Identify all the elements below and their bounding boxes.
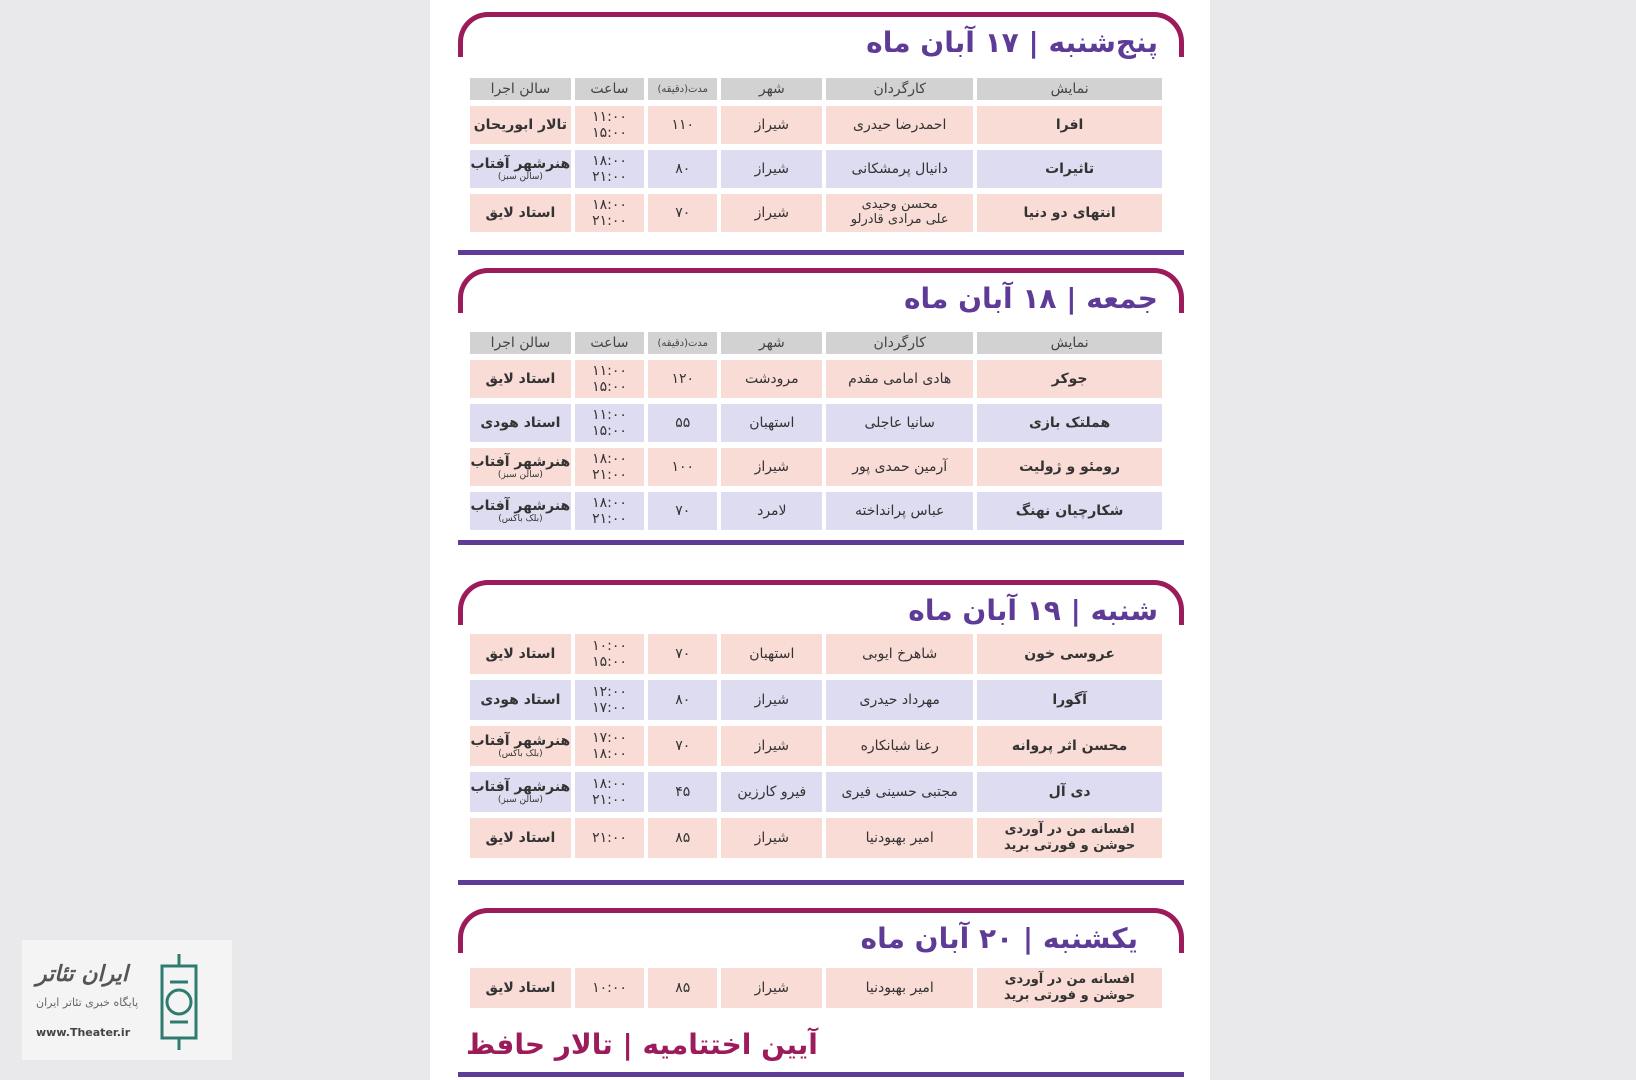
- table-row: [470, 726, 1162, 766]
- duration-cell: ۸۵: [648, 968, 717, 1008]
- director-cell: دانیال پرمشکانی: [826, 150, 973, 188]
- day-title: شنبه | ۱۹ آبان ماه: [908, 594, 1158, 627]
- duration-cell: ۵۵: [648, 404, 717, 442]
- time-1: ۱۱:۰۰: [592, 406, 627, 423]
- table-header-row: [470, 332, 1162, 354]
- time-2: ۱۵:۰۰: [592, 654, 627, 670]
- time-2: ۲۱:۰۰: [592, 169, 627, 185]
- venue-name: هنرشهر آفتاب: [470, 155, 571, 172]
- city-cell: شیراز: [721, 150, 822, 188]
- table-row: [470, 448, 1162, 486]
- time-2: ۱۷:۰۰: [592, 700, 627, 716]
- time-2: ۲۱:۰۰: [592, 467, 627, 483]
- venue-cell: [470, 818, 571, 858]
- theater-emblem-icon: [152, 952, 206, 1052]
- table-row: [470, 818, 1162, 858]
- show-cell: دی آل: [977, 772, 1162, 812]
- venue-sub: (سالن سبز): [497, 171, 543, 182]
- table-header-row: [470, 78, 1162, 100]
- city-cell: شیراز: [721, 448, 822, 486]
- time-2: ۲۱:۰۰: [592, 213, 627, 229]
- table-row: [470, 634, 1162, 674]
- director-cell: محسن وحیدی علی مرادی قادرلو: [826, 194, 973, 232]
- venue-cell: [470, 106, 571, 144]
- city-cell: شیراز: [721, 680, 822, 720]
- duration-cell: ۷۰: [648, 726, 717, 766]
- header-city: شهر: [721, 332, 822, 354]
- show-cell: رومئو و ژولیت: [977, 448, 1162, 486]
- schedule-table: [466, 962, 1166, 1014]
- header-duration: مدت(دقیقه): [648, 78, 717, 100]
- header-city: شهر: [721, 78, 822, 100]
- director-cell: هادی امامی مقدم: [826, 360, 973, 398]
- time-1: ۱۰:۰۰: [592, 637, 627, 654]
- duration-cell: ۸۵: [648, 818, 717, 858]
- duration-cell: ۷۰: [648, 492, 717, 530]
- time-1: ۱۷:۰۰: [592, 729, 627, 746]
- closing-ceremony-title: آیین اختتامیه | تالار حافظ: [466, 1028, 818, 1061]
- header-venue: سالن اجرا: [470, 78, 571, 100]
- header-director: کارگردان: [826, 332, 973, 354]
- director-cell: آرمین حمدی پور: [826, 448, 973, 486]
- venue-cell: [470, 492, 571, 530]
- header-show: نمایش: [977, 78, 1162, 100]
- venue-cell: [470, 968, 571, 1008]
- time-2: ۱۵:۰۰: [592, 423, 627, 439]
- venue-name: استاد لایق: [485, 979, 556, 996]
- show-cell: محسن اثر پروانه: [977, 726, 1162, 766]
- logo-tagline: پایگاه خبری تئاتر ایران: [36, 996, 139, 1009]
- table-row: [470, 360, 1162, 398]
- show-cell: انتهای دو دنیا: [977, 194, 1162, 232]
- venue-name: تالار ابوریحان: [473, 116, 568, 133]
- time-1: ۱۰:۰۰: [592, 979, 627, 996]
- duration-cell: ۸۰: [648, 680, 717, 720]
- time-cell: [575, 404, 644, 442]
- show-cell: تاثیرات: [977, 150, 1162, 188]
- time-1: ۱۲:۰۰: [592, 683, 627, 700]
- time-cell: [575, 726, 644, 766]
- table-row: [470, 968, 1162, 1008]
- director-cell: امیر بهبودنیا: [826, 968, 973, 1008]
- time-cell: [575, 968, 644, 1008]
- venue-sub: (سالن سبز): [497, 469, 543, 480]
- time-cell: [575, 106, 644, 144]
- venue-cell: [470, 726, 571, 766]
- venue-cell: [470, 150, 571, 188]
- venue-name: استاد لایق: [485, 204, 556, 221]
- show-cell: جوکر: [977, 360, 1162, 398]
- director-cell: عباس پرانداخته: [826, 492, 973, 530]
- header-time: ساعت: [575, 78, 644, 100]
- city-cell: فیرو کارزین: [721, 772, 822, 812]
- time-2: ۱۸:۰۰: [592, 746, 627, 762]
- director-cell: مهرداد حیدری: [826, 680, 973, 720]
- time-1: ۱۸:۰۰: [592, 450, 627, 467]
- venue-cell: [470, 360, 571, 398]
- director-cell: شاهرخ ایوبی: [826, 634, 973, 674]
- duration-cell: ۱۰۰: [648, 448, 717, 486]
- time-cell: [575, 818, 644, 858]
- venue-cell: [470, 680, 571, 720]
- table-row: [470, 772, 1162, 812]
- venue-name: استاد لایق: [485, 645, 556, 662]
- director-cell: احمدرضا حیدری: [826, 106, 973, 144]
- show-cell: افسانه من در آوردی حوشن و فورتی برید: [977, 968, 1162, 1008]
- duration-cell: ۷۰: [648, 634, 717, 674]
- venue-cell: [470, 448, 571, 486]
- time-cell: [575, 492, 644, 530]
- header-venue: سالن اجرا: [470, 332, 571, 354]
- show-cell: هملتک بازی: [977, 404, 1162, 442]
- director-cell: رعنا شبانکاره: [826, 726, 973, 766]
- city-cell: مرودشت: [721, 360, 822, 398]
- time-cell: [575, 772, 644, 812]
- schedule-table: [466, 72, 1166, 238]
- logo-brand-text: ایران تئاتر: [36, 962, 129, 987]
- table-row: [470, 106, 1162, 144]
- table-row: [470, 404, 1162, 442]
- venue-sub: (سالن سبز): [497, 794, 543, 805]
- day-title: جمعه | ۱۸ آبان ماه: [903, 282, 1158, 315]
- city-cell: شیراز: [721, 818, 822, 858]
- show-cell: افرا: [977, 106, 1162, 144]
- iran-theater-logo: [22, 940, 232, 1060]
- venue-name: استاد لایق: [485, 370, 556, 387]
- venue-cell: [470, 194, 571, 232]
- venue-name: هنرشهر آفتاب: [470, 497, 571, 514]
- time-cell: [575, 150, 644, 188]
- time-cell: [575, 680, 644, 720]
- time-2: ۲۱:۰۰: [592, 511, 627, 527]
- section-bottom-bar: [458, 540, 1184, 545]
- venue-cell: [470, 772, 571, 812]
- venue-sub: (بلک باکس): [498, 748, 543, 759]
- venue-name: استاد هودی: [480, 691, 561, 708]
- venue-name: استاد لایق: [485, 829, 556, 846]
- time-2: ۱۵:۰۰: [592, 379, 627, 395]
- show-cell: آگورا: [977, 680, 1162, 720]
- table-row: [470, 194, 1162, 232]
- table-row: [470, 150, 1162, 188]
- venue-name: هنرشهر آفتاب: [470, 732, 571, 749]
- venue-sub: (بلک باکس): [498, 513, 543, 524]
- director-cell: سانیا عاجلی: [826, 404, 973, 442]
- duration-cell: ۸۰: [648, 150, 717, 188]
- city-cell: استهبان: [721, 404, 822, 442]
- time-1: ۱۱:۰۰: [592, 108, 627, 125]
- duration-cell: ۱۱۰: [648, 106, 717, 144]
- city-cell: شیراز: [721, 106, 822, 144]
- day-title: یکشنبه | ۲۰ آبان ماه: [860, 922, 1138, 955]
- time-1: ۱۸:۰۰: [592, 494, 627, 511]
- city-cell: شیراز: [721, 194, 822, 232]
- city-cell: لامرد: [721, 492, 822, 530]
- duration-cell: ۷۰: [648, 194, 717, 232]
- time-1: ۲۱:۰۰: [592, 829, 627, 846]
- time-cell: [575, 360, 644, 398]
- director-cell: امیر بهبودنیا: [826, 818, 973, 858]
- time-2: ۱۵:۰۰: [592, 125, 627, 141]
- time-1: ۱۸:۰۰: [592, 152, 627, 169]
- show-cell: شکارچیان نهنگ: [977, 492, 1162, 530]
- venue-name: هنرشهر آفتاب: [470, 778, 571, 795]
- closing-bar: [458, 1072, 1184, 1077]
- venue-name: هنرشهر آفتاب: [470, 453, 571, 470]
- venue-cell: [470, 634, 571, 674]
- table-row: [470, 492, 1162, 530]
- day-title: پنج‌شنبه | ۱۷ آبان ماه: [866, 26, 1158, 59]
- section-bottom-bar: [458, 250, 1184, 255]
- time-1: ۱۱:۰۰: [592, 362, 627, 379]
- schedule-table: [466, 326, 1166, 536]
- time-2: ۲۱:۰۰: [592, 792, 627, 808]
- section-bottom-bar: [458, 880, 1184, 885]
- venue-cell: [470, 404, 571, 442]
- header-time: ساعت: [575, 332, 644, 354]
- show-cell: عروسی خون: [977, 634, 1162, 674]
- time-cell: [575, 194, 644, 232]
- city-cell: شیراز: [721, 726, 822, 766]
- time-1: ۱۸:۰۰: [592, 196, 627, 213]
- director-cell: مجتبی حسینی فیری: [826, 772, 973, 812]
- duration-cell: ۴۵: [648, 772, 717, 812]
- table-row: [470, 680, 1162, 720]
- header-director: کارگردان: [826, 78, 973, 100]
- logo-url: www.Theater.ir: [36, 1026, 131, 1039]
- schedule-table: [466, 628, 1166, 864]
- city-cell: استهبان: [721, 634, 822, 674]
- header-show: نمایش: [977, 332, 1162, 354]
- duration-cell: ۱۲۰: [648, 360, 717, 398]
- time-cell: [575, 448, 644, 486]
- venue-name: استاد هودی: [480, 414, 561, 431]
- city-cell: شیراز: [721, 968, 822, 1008]
- header-duration: مدت(دقیقه): [648, 332, 717, 354]
- show-cell: افسانه من در آوردی حوشن و فورتی برید: [977, 818, 1162, 858]
- time-cell: [575, 634, 644, 674]
- time-1: ۱۸:۰۰: [592, 775, 627, 792]
